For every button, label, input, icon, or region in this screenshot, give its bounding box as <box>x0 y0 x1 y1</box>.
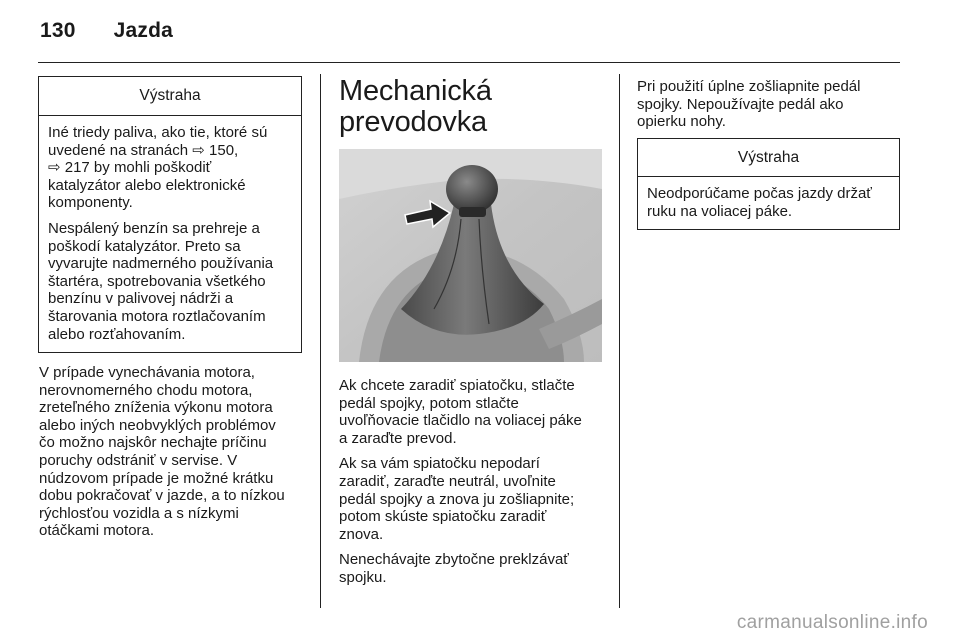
warning-paragraph-2 <box>48 220 292 343</box>
text-line: a zaraďte prevod. <box>339 429 457 447</box>
text-line: alebo rozťahovaním. <box>48 325 186 343</box>
heading-line: Mechanická <box>339 75 492 107</box>
text-line: opierku nohy. <box>637 113 726 131</box>
text-line: čo možno najskôr nechajte príčinu <box>39 434 267 452</box>
warning-heading: Výstraha <box>39 77 301 116</box>
text-line: zreteľného zníženia výkonu motora <box>39 399 273 417</box>
body-paragraph <box>637 78 899 131</box>
warning-box-fuel <box>38 76 302 353</box>
text-line: poruchy odstrániť v servise. V <box>39 451 238 469</box>
body-paragraph <box>339 377 604 447</box>
page-header <box>40 19 173 43</box>
text-line: rýchlosťou vozidla a s nízkymi <box>39 504 239 522</box>
text-line: komponenty. <box>48 194 133 212</box>
page-number: 130 <box>40 19 76 42</box>
warning-body <box>39 116 301 350</box>
body-paragraph <box>39 364 309 540</box>
watermark: carmanualsonline.info <box>736 612 928 633</box>
text-line: otáčkami motora. <box>39 522 155 540</box>
column-divider-2 <box>619 74 620 608</box>
text-line: spojku. <box>339 568 387 586</box>
section-title: Jazda <box>113 19 174 42</box>
text-line: ruku na voliacej páke. <box>647 202 793 220</box>
header-rule <box>38 62 900 63</box>
warning-paragraph <box>647 185 890 220</box>
text-line: uvoľňovacie tlačidlo na voliacej páke <box>339 412 582 430</box>
body-paragraph <box>339 455 604 543</box>
text-line: znova. <box>339 525 384 543</box>
text-line: V prípade vynechávania motora, <box>39 364 255 381</box>
text-line: uvedené na stranách ⇨ 150, <box>48 141 239 159</box>
warning-paragraph-1 <box>48 124 292 212</box>
text-line: Ak sa vám spiatočku nepodarí <box>339 455 540 473</box>
misfire-paragraph <box>39 364 309 540</box>
text-line: ⇨ 217 by mohli poškodiť <box>48 159 212 177</box>
text-line: spojky. Nepoužívajte pedál ako <box>637 95 844 113</box>
reverse-gear-text <box>339 377 604 587</box>
text-line: štarovania motora roztlačovaním <box>48 307 266 325</box>
gear-lever-photo <box>339 149 602 362</box>
text-line: benzínu v palivovej nádrži a <box>48 290 234 308</box>
text-line: pedál spojky a znova ju zošliapnite; <box>339 490 575 508</box>
text-line: vyvarujte nadmerného používania <box>48 255 274 273</box>
warning-heading: Výstraha <box>638 139 899 177</box>
text-line: zaradiť, zaraďte neutrál, uvoľnite <box>339 472 556 490</box>
gear-knob <box>446 165 498 213</box>
text-line: Neodporúčame počas jazdy držať <box>647 185 872 202</box>
body-paragraph <box>339 551 604 586</box>
text-line: dobu pokračovať v jazde, a to nízkou <box>39 487 285 505</box>
text-line: nerovnomerného chodu motora, <box>39 381 253 399</box>
column-divider-1 <box>320 74 321 608</box>
text-line: Nenechávajte zbytočne preklzávať <box>339 551 569 569</box>
text-line: núdzovom prípade je možné krátku <box>39 469 274 487</box>
text-line: pedál spojky, potom stlačte <box>339 394 519 412</box>
release-collar <box>459 207 486 217</box>
clutch-paragraph <box>637 78 899 131</box>
text-line: štartéra, spotrebovania všetkého <box>48 272 266 290</box>
section-heading <box>339 76 492 138</box>
heading-line: prevodovka <box>339 106 487 138</box>
text-line: poškodí katalyzátor. Preto sa <box>48 237 241 255</box>
text-line: alebo iných neobvyklých problémov <box>39 416 276 434</box>
warning-body <box>638 177 899 227</box>
text-line: Pri použití úplne zošliapnite pedál <box>637 78 861 95</box>
text-line: Iné triedy paliva, ako tie, ktoré sú <box>48 124 268 141</box>
text-line: Ak chcete zaradiť spiatočku, stlačte <box>339 377 575 394</box>
text-line: Nespálený benzín sa prehreje a <box>48 219 260 237</box>
warning-box-lever <box>637 138 900 230</box>
text-line: potom skúste spiatočku zaradiť <box>339 508 547 526</box>
text-line: katalyzátor alebo elektronické <box>48 176 246 194</box>
